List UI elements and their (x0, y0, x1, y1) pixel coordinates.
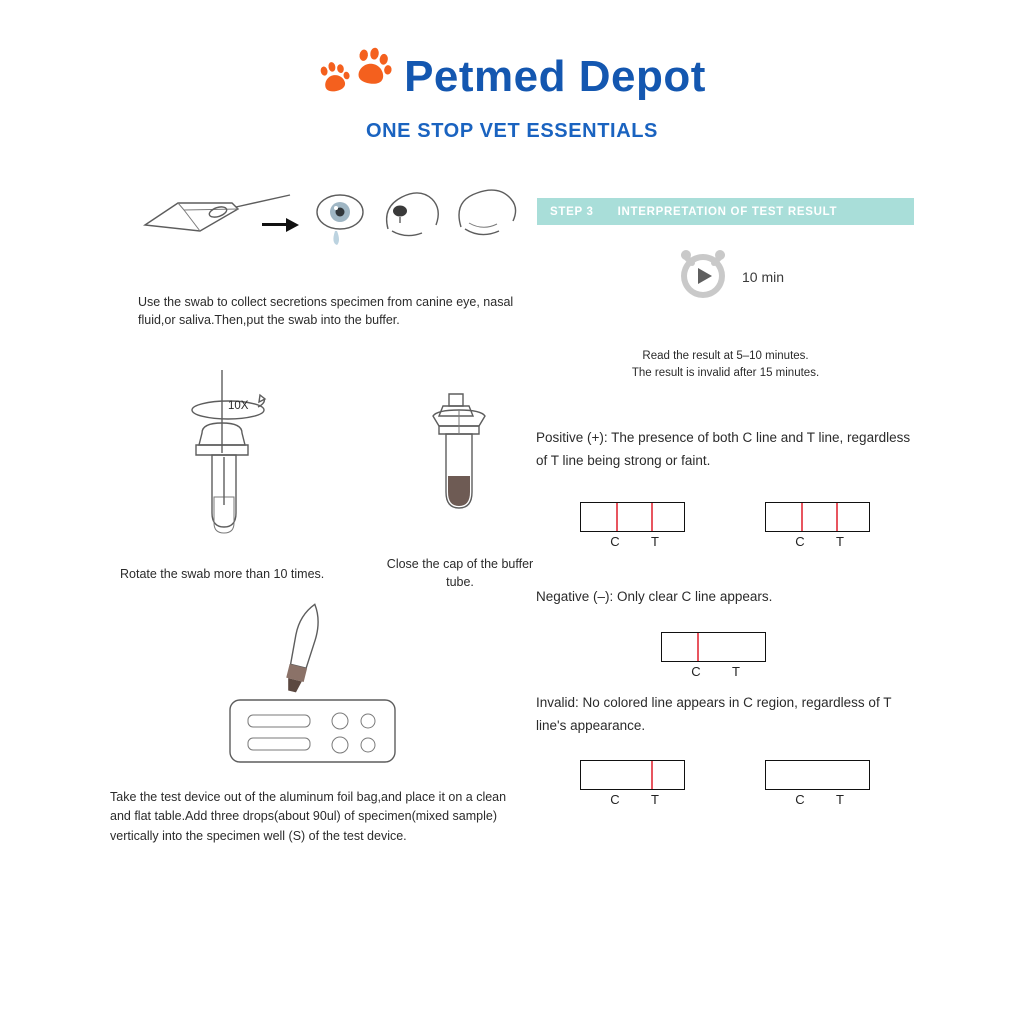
step3-title: INTERPRETATION OF TEST RESULT (617, 205, 838, 218)
paw-icon-large (349, 45, 396, 92)
strip-labels-invalid-left (595, 792, 675, 807)
arrow-icon (262, 218, 302, 232)
label-c: C (610, 792, 620, 807)
c-line (616, 503, 618, 531)
c-line (801, 503, 803, 531)
paw-print-logo (318, 48, 396, 106)
read-note-line2: The result is invalid after 15 minutes. (631, 367, 820, 380)
positive-description: Positive (+): The presence of both C line and T line, regardless of T line being strong or faint. (536, 430, 911, 468)
brand-title: Petmed Depot (404, 52, 706, 101)
label-t: T (836, 792, 844, 807)
paw-icon-small (315, 59, 355, 99)
rotate-count-label: 10X (228, 400, 249, 412)
device-caption: Take the test device out of the aluminum foil bag,and place it on a clean and flat table.Add three drops(about 90ul) of specimen(mixed sample) vertically into the specimen well (S) of the test device. (110, 790, 507, 843)
close-cap-caption: Close the cap of the buffer tube. (386, 557, 534, 590)
label-t: T (836, 534, 844, 549)
label-c: C (795, 534, 805, 549)
clock-icon (672, 243, 734, 310)
read-note (537, 348, 914, 383)
c-line (697, 633, 699, 661)
brand-header (0, 48, 1024, 143)
result-strip-invalid-left (580, 760, 685, 790)
step3-banner (537, 198, 914, 225)
clock-time-label: 10 min (742, 268, 785, 285)
strip-labels-positive-right (780, 534, 860, 549)
result-strip-invalid-right (765, 760, 870, 790)
step3-label: STEP 3 (550, 205, 594, 218)
label-c: C (691, 664, 701, 679)
label-c: C (795, 792, 805, 807)
label-t: T (732, 664, 740, 679)
rotate-swab-illustration (150, 365, 330, 560)
test-device-illustration (200, 605, 450, 775)
brand-subtitle: ONE STOP VET ESSENTIALS (365, 120, 658, 142)
label-t: T (651, 534, 659, 549)
rotate-caption: Rotate the swab more than 10 times. (120, 567, 325, 581)
t-line (651, 503, 653, 531)
result-strip-positive-right (765, 502, 870, 532)
invalid-description: Invalid: No colored line appears in C region, regardless of T line's appearance. (536, 695, 892, 733)
timer-block (672, 243, 784, 310)
step1-caption: Use the swab to collect secretions specimen from canine eye, nasal fluid,or saliva.Then,put the swab into the buffer. (138, 295, 514, 328)
strip-labels-negative (676, 664, 756, 679)
label-c: C (610, 534, 620, 549)
result-strip-positive-left (580, 502, 685, 532)
capped-tube-illustration (415, 390, 505, 535)
t-line (651, 761, 653, 789)
label-t: T (651, 792, 659, 807)
negative-description: Negative (–): Only clear C line appears. (536, 589, 773, 604)
read-note-line1: Read the result at 5–10 minutes. (642, 350, 809, 362)
strip-labels-invalid-right (780, 792, 860, 807)
swab-collection-illustration (140, 185, 510, 255)
t-line (836, 503, 838, 531)
strip-labels-positive-left (595, 534, 675, 549)
result-strip-negative (661, 632, 766, 662)
